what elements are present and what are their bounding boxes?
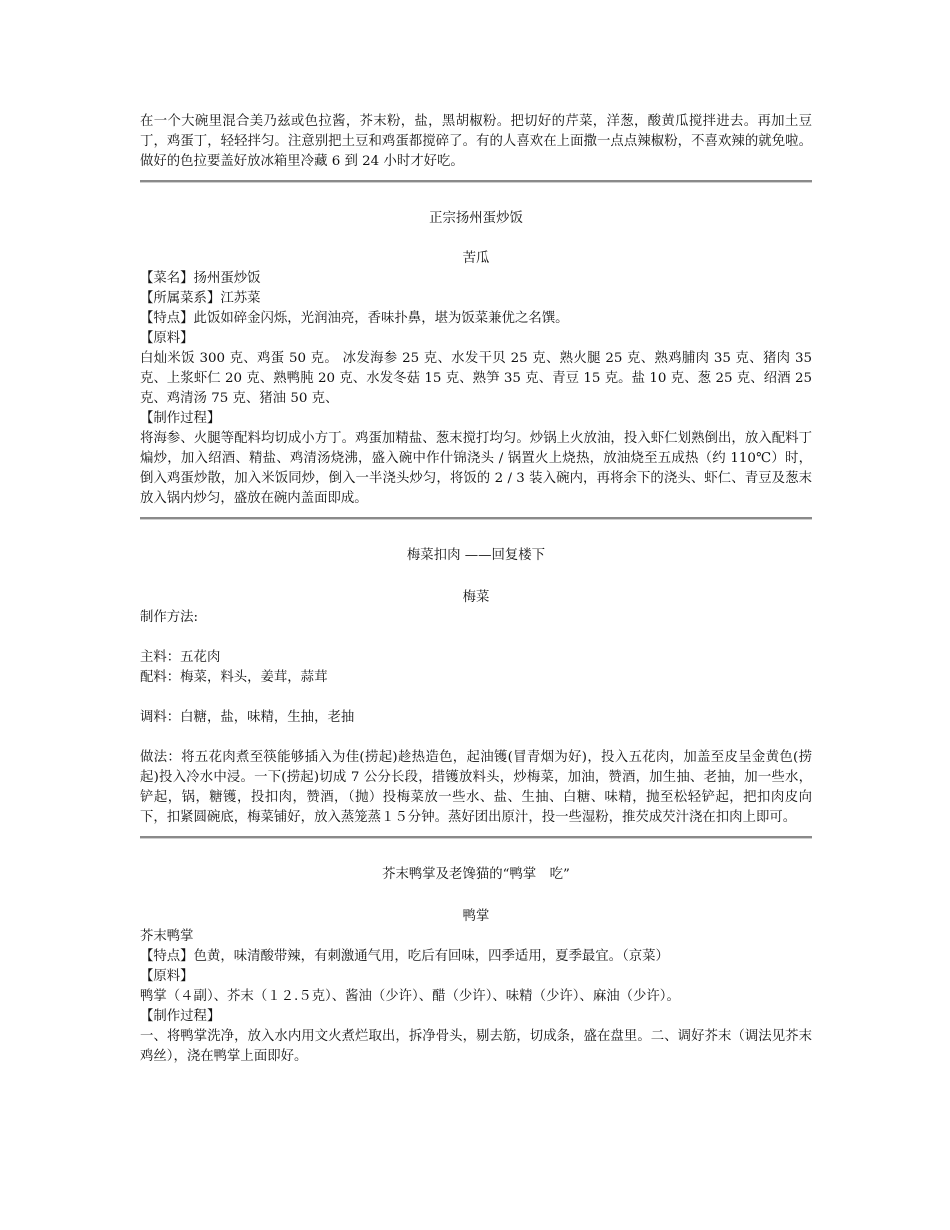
section-title: 梅菜扣肉 ——回复楼下	[406, 548, 546, 563]
main-ingredient: 主料：五花肉	[140, 650, 221, 665]
ingredients-label: 【原料】	[140, 331, 194, 346]
method-label: 制作方法:	[140, 610, 199, 625]
ingredients-text: 鸭掌（４副）、芥末（１２.５克）、酱油（少许）、醋（少许）、味精（少许）、麻油（少许）。	[140, 989, 680, 1004]
ingredients-label: 【原料】	[140, 969, 194, 984]
process-label: 【制作过程】	[140, 1009, 221, 1024]
process-text: 将海参、火腿等配料均切成小方丁。鸡蛋加精盐、葱末搅打均匀。炒锅上火放油，投入虾仁划熟倒出，放入配料丁煸炒，加入绍酒、精盐、鸡清汤烧沸，盛入碗中作什锦浇头 / 锅置火上烧热，放油烧至五成热（约 110℃）时，倒入鸡蛋炒散，加入米饭同炒，倒入一半浇头炒匀，将饭的 2 / 3 装入碗内，再将余下的浇头、虾仁、青豆及葱末放入锅内炒匀，盛放在碗内盖面即成。	[140, 431, 812, 506]
dish-name: 芥末鸭掌	[140, 929, 194, 944]
method-steps: 做法：将五花肉煮至筷能够插入为佳(捞起)趁热造色，起油镬(冒青烟为好)，投入五花肉，加盖至皮呈金黄色(捞起)投入冷水中浸。一下(捞起)切成 7 公分长段，措镬放料头，炒梅菜，加油，赞酒，加生抽、老抽，加一些水，铲起，锅，糖镬，投扣肉，赞酒，（抛）投梅菜放一些水、盐、生抽、白糖、味精，抛至松轻铲起，把扣肉皮向下，扣紧圆碗底，梅菜铺好，放入蒸笼蒸１５分钟。蒸好团出原汁，投一些湿粉，推芡成芡汁浇在扣肉上即可。	[140, 750, 812, 825]
process-text: 一、将鸭掌洗净，放入水内用文火煮烂取出，拆净骨头，剔去筋，切成条，盛在盘里。二、调好芥末（调法见芥末鸡丝），浇在鸭掌上面即好。	[140, 1029, 812, 1064]
dish-name: 【菜名】扬州蛋炒饭	[140, 271, 261, 286]
aux-ingredient: 配料：梅菜，料头，姜茸，蒜茸	[140, 670, 328, 685]
seasoning: 调料：白糖，盐，味精，生抽，老抽	[140, 710, 355, 725]
process-label: 【制作过程】	[140, 411, 221, 426]
document-page	[140, 112, 812, 1067]
dish-feature: 【特点】色黄，味清酸带辣，有刺激通气用，吃后有回味，四季适用，夏季最宜。（京菜）	[140, 949, 669, 964]
section-title: 正宗扬州蛋炒饭	[429, 211, 523, 226]
dish-cuisine: 【所属菜系】江苏菜	[140, 291, 261, 306]
section-title: 芥末鸭掌及老馋猫的“鸭掌 吃”	[382, 867, 570, 882]
post-author: 苦瓜	[462, 251, 490, 266]
dish-feature: 【特点】此饭如碎金闪烁，光润油亮，香味扑鼻，堪为饭菜兼优之名馔。	[140, 311, 569, 326]
post-author: 鸭掌	[462, 909, 490, 924]
ingredients-text: 白灿米饭 300 克、鸡蛋 50 克。 冰发海参 25 克、水发干贝 25 克、熟火腿 25 克、熟鸡脯肉 35 克、猪肉 35 克、上浆虾仁 20 克、熟鸭肫 20 克、水发冬菇 15 克、熟笋 35 克、青豆 15 克。盐 10 克、葱 25 克、绍酒 25 克、鸡清汤 75 克、猪油 50 克、	[140, 351, 812, 406]
intro-paragraph: 在一个大碗里混合美乃兹或色拉酱，芥末粉，盐，黑胡椒粉。把切好的芹菜，洋葱，酸黄瓜搅拌进去。再加土豆丁，鸡蛋丁，轻轻拌匀。注意别把土豆和鸡蛋都搅碎了。有的人喜欢在上面撒一点点辣椒粉，不喜欢辣的就免啦。做好的色拉要盖好放冰箱里冷藏 6 到 24 小时才好吃。	[140, 114, 812, 169]
post-author: 梅菜	[462, 590, 490, 605]
